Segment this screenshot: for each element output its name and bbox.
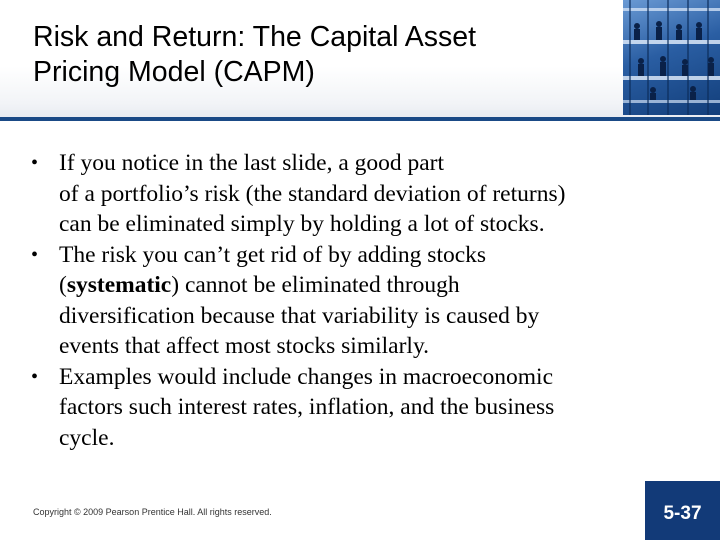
bullet-marker: •	[31, 152, 39, 174]
copyright-notice: Copyright © 2009 Pearson Prentice Hall. All rights reserved.	[33, 507, 272, 517]
bullet-2-line-2	[59, 270, 691, 301]
title-line-1: Risk and Return: The Capital Asset	[33, 21, 477, 53]
bullet-item-1	[31, 148, 691, 240]
bullet-2-line-3: diversification because that variability is caused by	[59, 302, 540, 329]
bullet-3-line-1: Examples would include changes in macroeconomic	[59, 363, 553, 390]
bullet-2-line-2-rest: ) cannot be eliminated through	[171, 272, 460, 298]
bullet-1-line-3: can be eliminated simply by holding a lot of stocks.	[59, 211, 545, 237]
bullet-item-3	[31, 362, 691, 454]
bullet-2-line-4: events that affect most stocks similarly.	[59, 333, 430, 359]
bullet-2-paren-open: (	[59, 272, 67, 298]
bullet-marker: •	[31, 243, 39, 266]
bullet-3-line-3: cycle.	[59, 424, 115, 451]
bullet-marker: •	[31, 365, 39, 388]
bullet-item-2	[31, 240, 691, 362]
title-divider	[0, 117, 720, 121]
bullet-1-line-2: of a portfolio’s risk (the standard deviation of returns)	[59, 180, 566, 207]
page-number: 5-37	[663, 503, 702, 524]
bullet-2-line-1: The risk you can’t get rid of by adding stocks	[59, 241, 487, 268]
building-photo	[623, 0, 720, 115]
systematic-term: systematic	[66, 272, 172, 298]
bullet-3-line-2: factors such interest rates, inflation, and the business	[59, 394, 555, 420]
title-line-2: Pricing Model (CAPM)	[33, 56, 315, 88]
bullet-list	[31, 148, 691, 453]
bullet-1-line-1: If you notice in the last slide, a good part	[59, 150, 445, 176]
building-photo-graphic	[623, 0, 720, 115]
slide-title	[33, 20, 593, 90]
